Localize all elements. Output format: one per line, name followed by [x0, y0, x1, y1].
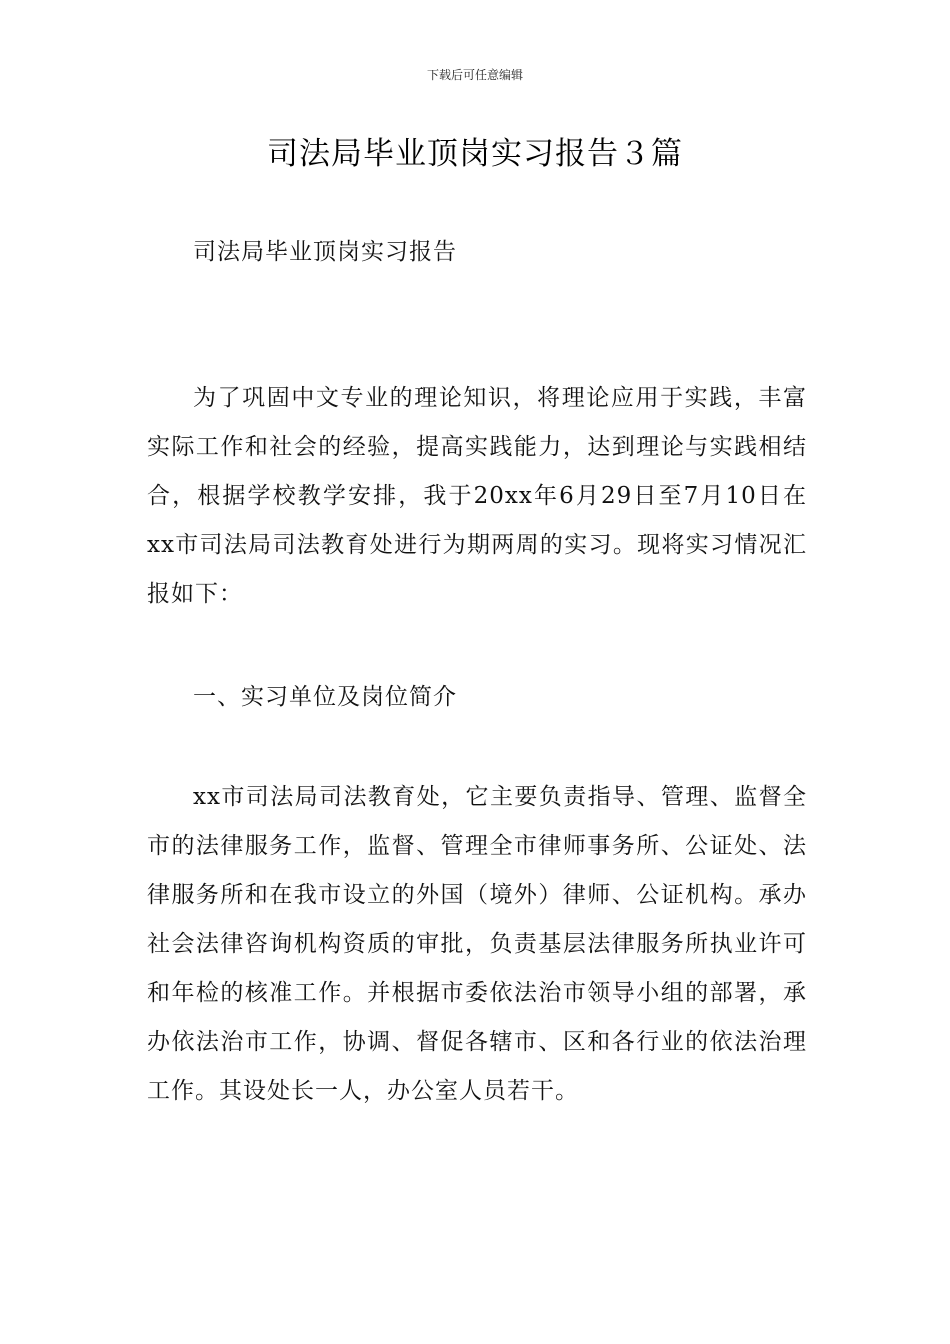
intro-paragraph: 为了巩固中文专业的理论知识，将理论应用于实践，丰富实际工作和社会的经验，提高实践能力，达到理论与实践相结合，根据学校教学安排，我于20xx年6月29日至7月10日在xx市司法局司法教育处进行为期两周的实习。现将实习情况汇报如下： — [147, 385, 807, 607]
document-title: 司法局毕业顶岗实习报告３篇 — [267, 136, 683, 172]
section-paragraph: xx市司法局司法教育处，它主要负责指导、管理、监督全市的法律服务工作，监督、管理全市律师事务所、公证处、法律服务所和在我市设立的外国（境外）律师、公证机构。承办社会法律咨询机构资质的审批，负责基层法律服务所执业许可和年检的核准工作。并根据市委依法治市领导小组的部署，承办依法治市工作，协调、督促各辖市、区和各行业的依法治理工作。其设处长一人，办公室人员若干。 — [147, 784, 807, 1104]
document-subtitle: 司法局毕业顶岗实习报告 — [193, 239, 457, 265]
header-note: 下载后可任意编辑 — [426, 68, 523, 82]
section-heading: 一、实习单位及岗位简介 — [193, 684, 457, 710]
